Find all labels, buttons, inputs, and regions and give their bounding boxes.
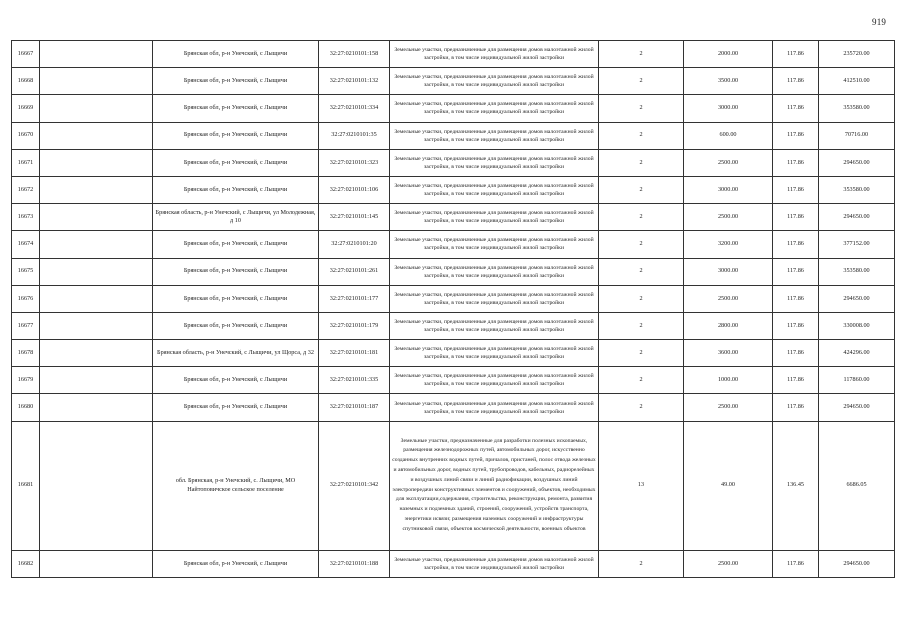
row-number-text: 16669: [17, 104, 34, 112]
land-use-description-text: Земельные участки, предназначенные для размещения домов малоэтажной жилой застройки, в том числе индивидуальной жилой застройки: [394, 128, 594, 143]
cadastral-number-cell: [319, 367, 390, 394]
specific-value-cell: [773, 204, 819, 231]
row-number-text: 16672: [17, 185, 34, 193]
specific-value-cell: [773, 95, 819, 122]
land-group-cell: [599, 95, 684, 122]
row-number-cell: [12, 204, 40, 231]
land-use-description-text: Земельные участки, предназначенные для размещения домов малоэтажной жилой застройки, в том числе индивидуальной жилой застройки: [394, 346, 594, 361]
specific-value-text: 117.86: [787, 240, 804, 248]
land-group-text: 2: [639, 104, 643, 112]
address-cell: [153, 231, 319, 258]
cadastral-value-text: 353580.00: [843, 267, 870, 275]
land-group-cell: [599, 394, 684, 421]
land-use-description-text: Земельные участки, предназначенные для размещения домов малоэтажной жилой застройки, в том числе индивидуальной жилой застройки: [394, 155, 594, 170]
address-cell: [153, 258, 319, 285]
empty-cell: [40, 41, 153, 68]
land-use-description-cell: [390, 176, 599, 203]
table-row: [12, 340, 895, 367]
cadastral-value-cell: [819, 258, 895, 285]
cadastral-number-text: 32:27:0210101:145: [329, 213, 379, 221]
area-cell: [684, 68, 773, 95]
area-text: 2800.00: [717, 321, 739, 329]
empty-cell: [40, 258, 153, 285]
cadastral-value-text: 294650.00: [843, 559, 870, 567]
empty-cell: [40, 68, 153, 95]
cadastral-value-cell: [819, 231, 895, 258]
area-cell: [684, 394, 773, 421]
land-use-description-cell: [390, 231, 599, 258]
address-text: Брянская обл, р-н Унечский, с Лыщичи: [183, 559, 288, 567]
row-number-cell: [12, 149, 40, 176]
land-group-cell: [599, 550, 684, 577]
cadastral-value-cell: [819, 394, 895, 421]
row-number-text: 16679: [17, 376, 34, 384]
row-number-cell: [12, 231, 40, 258]
cadastral-value-cell: [819, 340, 895, 367]
land-group-text: 2: [639, 49, 643, 57]
area-cell: [684, 285, 773, 312]
area-cell: [684, 204, 773, 231]
cadastral-number-text: 32:27:0210101:261: [329, 267, 379, 275]
land-group-text: 2: [639, 131, 643, 139]
row-number-text: 16678: [17, 348, 34, 356]
area-text: 3200.00: [717, 240, 739, 248]
table-row: [12, 367, 895, 394]
area-cell: [684, 421, 773, 550]
empty-cell: [40, 231, 153, 258]
address-cell: [153, 95, 319, 122]
cadastral-value-text: 353580.00: [843, 104, 870, 112]
table-row: [12, 95, 895, 122]
land-group-text: 2: [639, 213, 643, 221]
cadastral-value-cell: [819, 41, 895, 68]
table-row: [12, 41, 895, 68]
cadastral-number-text: 32:27:0210101:106: [329, 185, 379, 193]
table-row: [12, 68, 895, 95]
address-cell: [153, 68, 319, 95]
cadastral-value-text: 412510.00: [843, 77, 870, 85]
address-text: Брянская обл, р-н Унечский, с Лыщичи: [183, 321, 288, 329]
empty-cell: [40, 312, 153, 339]
land-use-description-text: Земельные участки, предназначенные для размещения домов малоэтажной жилой застройки, в том числе индивидуальной жилой застройки: [394, 210, 594, 225]
cadastral-value-cell: [819, 176, 895, 203]
land-group-cell: [599, 176, 684, 203]
land-group-text: 2: [639, 240, 643, 248]
cadastral-value-text: 377152.00: [843, 240, 870, 248]
row-number-text: 16668: [17, 77, 34, 85]
cadastral-number-text: 32:27:0210101:335: [329, 376, 379, 384]
address-text: Брянская обл, р-н Унечский, с Лыщичи: [183, 294, 288, 302]
cadastral-value-text: 330008.00: [843, 321, 870, 329]
address-cell: [153, 394, 319, 421]
land-use-description-cell: [390, 122, 599, 149]
row-number-text: 16675: [17, 267, 34, 275]
area-text: 3600.00: [717, 348, 739, 356]
land-group-text: 2: [639, 294, 643, 302]
specific-value-text: 117.86: [787, 321, 804, 329]
specific-value-cell: [773, 394, 819, 421]
area-text: 600.00: [719, 131, 737, 139]
land-group-text: 2: [639, 348, 643, 356]
cadastral-value-text: 424296.00: [843, 348, 870, 356]
land-use-description-text: Земельные участки, предназначенные для размещения домов малоэтажной жилой застройки, в том числе индивидуальной жилой застройки: [394, 47, 594, 62]
cadastral-number-cell: [319, 231, 390, 258]
specific-value-text: 117.86: [787, 185, 804, 193]
land-use-description-cell: [390, 204, 599, 231]
row-number-text: 16667: [17, 49, 34, 57]
land-group-cell: [599, 68, 684, 95]
specific-value-text: 117.86: [787, 403, 804, 411]
cadastral-number-cell: [319, 122, 390, 149]
table-row: [12, 122, 895, 149]
table-row: [12, 285, 895, 312]
empty-cell: [40, 122, 153, 149]
table-row: [12, 312, 895, 339]
table-row: [12, 258, 895, 285]
land-use-description-text: Земельные участки, предназначенные для размещения домов малоэтажной жилой застройки, в том числе индивидуальной жилой застройки: [394, 237, 594, 252]
land-use-description-cell: [390, 285, 599, 312]
empty-cell: [40, 340, 153, 367]
specific-value-text: 117.86: [787, 294, 804, 302]
area-text: 3000.00: [717, 185, 739, 193]
specific-value-cell: [773, 340, 819, 367]
row-number-cell: [12, 421, 40, 550]
cadastral-value-cell: [819, 550, 895, 577]
address-cell: [153, 204, 319, 231]
row-number-text: 16680: [17, 403, 34, 411]
land-use-description-text: Земельные участки, предназначенные для размещения домов малоэтажной жилой застройки, в том числе индивидуальной жилой застройки: [394, 373, 594, 388]
land-group-cell: [599, 149, 684, 176]
cadastral-value-text: 6686.05: [846, 481, 867, 489]
cadastral-value-text: 117860.00: [843, 376, 870, 384]
land-use-description-cell: [390, 68, 599, 95]
specific-value-cell: [773, 367, 819, 394]
land-use-description-cell: [390, 367, 599, 394]
address-text: Брянская область, р-н Унечский, с Лыщичи, ул Щорса, д 32: [157, 348, 314, 356]
land-group-text: 2: [639, 559, 643, 567]
specific-value-cell: [773, 122, 819, 149]
cadastral-number-text: 32:27:0210101:177: [329, 294, 379, 302]
row-number-cell: [12, 176, 40, 203]
cadastral-value-text: 70716.00: [844, 131, 869, 139]
address-cell: [153, 340, 319, 367]
land-use-description-cell: [390, 258, 599, 285]
address-cell: [153, 367, 319, 394]
land-group-cell: [599, 285, 684, 312]
row-number-cell: [12, 285, 40, 312]
row-number-cell: [12, 95, 40, 122]
address-cell: [153, 312, 319, 339]
specific-value-cell: [773, 176, 819, 203]
cadastral-number-cell: [319, 340, 390, 367]
cadastral-value-text: 294650.00: [843, 294, 870, 302]
area-text: 3500.00: [717, 77, 739, 85]
land-use-description-text: Земельные участки, предназначенные для размещения домов малоэтажной жилой застройки, в том числе индивидуальной жилой застройки: [394, 74, 594, 89]
land-group-text: 2: [639, 376, 643, 384]
area-cell: [684, 41, 773, 68]
row-number-cell: [12, 340, 40, 367]
table-row: [12, 394, 895, 421]
area-text: 2500.00: [717, 403, 739, 411]
land-group-text: 2: [639, 185, 643, 193]
land-use-description-text: Земельные участки, предназначенные для размещения домов малоэтажной жилой застройки, в том числе индивидуальной жилой застройки: [394, 183, 594, 198]
specific-value-text: 117.86: [787, 213, 804, 221]
cadastral-number-cell: [319, 258, 390, 285]
area-cell: [684, 122, 773, 149]
cadastral-number-cell: [319, 421, 390, 550]
land-group-text: 13: [637, 481, 645, 489]
empty-cell: [40, 421, 153, 550]
specific-value-cell: [773, 258, 819, 285]
land-group-text: 2: [639, 321, 643, 329]
specific-value-text: 117.86: [787, 158, 804, 166]
row-number-text: 16673: [17, 213, 34, 221]
specific-value-text: 117.86: [787, 104, 804, 112]
cadastral-number-text: 32:27:0210101:179: [329, 321, 379, 329]
area-text: 2500.00: [717, 559, 739, 567]
land-group-cell: [599, 231, 684, 258]
area-text: 3000.00: [717, 104, 739, 112]
address-text: Брянская обл, р-н Унечский, с Лыщичи: [183, 77, 288, 85]
area-cell: [684, 312, 773, 339]
row-number-text: 16674: [17, 240, 34, 248]
cadastral-number-text: 32:27:0210101:187: [329, 403, 379, 411]
specific-value-text: 117.86: [787, 376, 804, 384]
address-text: Брянская обл, р-н Унечский, с Лыщичи: [183, 240, 288, 248]
cadastral-number-text: 32:27:0210101:158: [329, 49, 379, 57]
cadastral-value-cell: [819, 421, 895, 550]
row-number-text: 16676: [17, 294, 34, 302]
specific-value-cell: [773, 285, 819, 312]
cadastral-number-cell: [319, 176, 390, 203]
area-text: 2500.00: [717, 213, 739, 221]
area-cell: [684, 176, 773, 203]
land-use-description-cell: [390, 149, 599, 176]
area-cell: [684, 340, 773, 367]
land-group-text: 2: [639, 77, 643, 85]
row-number-cell: [12, 41, 40, 68]
land-group-cell: [599, 421, 684, 550]
empty-cell: [40, 285, 153, 312]
land-use-description-cell: [390, 95, 599, 122]
address-text: Брянская обл, р-н Унечский, с Лыщичи: [183, 403, 288, 411]
table-row: [12, 176, 895, 203]
table-row: [12, 550, 895, 577]
cadastral-value-cell: [819, 312, 895, 339]
cadastral-number-text: 32:27:0210101:132: [329, 77, 379, 85]
cadastral-number-cell: [319, 394, 390, 421]
cadastral-value-text: 294650.00: [843, 403, 870, 411]
specific-value-cell: [773, 550, 819, 577]
address-text: Брянская обл, р-н Унечский, с Лыщичи: [183, 376, 288, 384]
specific-value-cell: [773, 421, 819, 550]
page-number: 919: [872, 17, 887, 27]
cadastral-number-text: 32:27:0210101:188: [329, 559, 379, 567]
empty-cell: [40, 95, 153, 122]
specific-value-text: 117.86: [787, 348, 804, 356]
table-row: [12, 421, 895, 550]
cadastral-number-text: 32:27:0210101:35: [331, 131, 377, 139]
address-text: Брянская обл, р-н Унечский, с Лыщичи: [183, 49, 288, 57]
land-use-description-text: Земельные участки, предназначенные для размещения домов малоэтажной жилой застройки, в том числе индивидуальной жилой застройки: [394, 318, 594, 333]
land-use-description-cell: [390, 312, 599, 339]
cadastral-value-text: 294650.00: [843, 213, 870, 221]
table-row: [12, 204, 895, 231]
address-cell: [153, 285, 319, 312]
area-text: 49.00: [721, 481, 735, 489]
address-cell: [153, 122, 319, 149]
cadastral-number-cell: [319, 550, 390, 577]
address-text: Брянская область, р-н Унечский, с Лыщичи, ул Молодежная, д 10: [155, 208, 316, 225]
row-number-text: 16682: [17, 559, 34, 567]
cadastral-number-cell: [319, 41, 390, 68]
address-cell: [153, 421, 319, 550]
address-text: обл. Брянская, р-н Унечский, с. Лыщичи, МО Найтоповичское сельское поселение: [175, 477, 296, 493]
area-text: 2000.00: [717, 49, 739, 57]
cadastral-number-cell: [319, 204, 390, 231]
row-number-text: 16681: [17, 481, 34, 489]
empty-cell: [40, 394, 153, 421]
area-cell: [684, 550, 773, 577]
empty-cell: [40, 204, 153, 231]
specific-value-cell: [773, 149, 819, 176]
row-number-text: 16670: [17, 131, 34, 139]
area-cell: [684, 95, 773, 122]
cadastral-value-text: 353580.00: [843, 185, 870, 193]
row-number-cell: [12, 122, 40, 149]
specific-value-cell: [773, 231, 819, 258]
specific-value-text: 117.86: [787, 49, 804, 57]
area-text: 2500.00: [717, 158, 739, 166]
cadastral-value-text: 294650.00: [843, 158, 870, 166]
cadastral-value-cell: [819, 68, 895, 95]
row-number-cell: [12, 68, 40, 95]
land-group-cell: [599, 340, 684, 367]
row-number-text: 16671: [17, 158, 34, 166]
table-row: [12, 149, 895, 176]
land-group-cell: [599, 122, 684, 149]
cadastral-value-cell: [819, 149, 895, 176]
address-cell: [153, 550, 319, 577]
land-group-text: 2: [639, 158, 643, 166]
specific-value-cell: [773, 312, 819, 339]
land-group-cell: [599, 367, 684, 394]
land-group-cell: [599, 41, 684, 68]
land-use-description-text: Земельные участки, предназначенные для размещения домов малоэтажной жилой застройки, в том числе индивидуальной жилой застройки: [394, 264, 594, 279]
area-text: 2500.00: [717, 294, 739, 302]
cadastral-number-cell: [319, 149, 390, 176]
area-text: 1000.00: [717, 376, 739, 384]
table-row: [12, 231, 895, 258]
land-use-description-text: Земельные участки, предназначенные для размещения домов малоэтажной жилой застройки, в том числе индивидуальной жилой застройки: [394, 291, 594, 306]
land-group-cell: [599, 312, 684, 339]
specific-value-text: 117.86: [787, 559, 804, 567]
cadastral-value-cell: [819, 285, 895, 312]
row-number-text: 16677: [17, 321, 34, 329]
address-text: Брянская обл, р-н Унечский, с Лыщичи: [183, 158, 288, 166]
address-text: Брянская обл, р-н Унечский, с Лыщичи: [183, 104, 288, 112]
empty-cell: [40, 149, 153, 176]
land-use-description-text: Земельные участки, предназначенные для размещения домов малоэтажной жилой застройки, в том числе индивидуальной жилой застройки: [394, 101, 594, 116]
row-number-cell: [12, 550, 40, 577]
address-text: Брянская обл, р-н Унечский, с Лыщичи: [183, 185, 288, 193]
empty-cell: [40, 367, 153, 394]
area-cell: [684, 149, 773, 176]
cadastral-value-cell: [819, 367, 895, 394]
land-use-description-cell: [390, 41, 599, 68]
empty-cell: [40, 176, 153, 203]
land-use-description-cell: [390, 394, 599, 421]
row-number-cell: [12, 312, 40, 339]
cadastral-value-cell: [819, 122, 895, 149]
cadastral-number-cell: [319, 285, 390, 312]
specific-value-text: 136.45: [786, 481, 804, 489]
land-use-description-cell: [390, 340, 599, 367]
cadastral-number-cell: [319, 68, 390, 95]
cadastral-number-text: 32:27:0210101:181: [329, 348, 379, 356]
row-number-cell: [12, 394, 40, 421]
specific-value-text: 117.86: [787, 131, 804, 139]
specific-value-text: 117.86: [787, 267, 804, 275]
land-use-description-text: Земельные участки, предназначенные для размещения домов малоэтажной жилой застройки, в том числе индивидуальной жилой застройки: [394, 400, 594, 415]
area-text: 3000.00: [717, 267, 739, 275]
specific-value-cell: [773, 41, 819, 68]
cadastral-number-text: 32:27:0210101:323: [329, 158, 379, 166]
area-cell: [684, 258, 773, 285]
land-group-cell: [599, 204, 684, 231]
specific-value-cell: [773, 68, 819, 95]
land-group-text: 2: [639, 267, 643, 275]
cadastral-value-cell: [819, 204, 895, 231]
row-number-cell: [12, 367, 40, 394]
address-text: Брянская обл, р-н Унечский, с Лыщичи: [183, 131, 288, 139]
table-body: [12, 41, 895, 578]
land-use-description-cell: [390, 550, 599, 577]
land-group-text: 2: [639, 403, 643, 411]
cadastral-number-text: 32:27:0210101:334: [329, 104, 379, 112]
cadastral-registry-table: [11, 40, 895, 578]
row-number-cell: [12, 258, 40, 285]
specific-value-text: 117.86: [787, 77, 804, 85]
address-cell: [153, 176, 319, 203]
cadastral-number-cell: [319, 312, 390, 339]
address-cell: [153, 149, 319, 176]
cadastral-value-text: 235720.00: [843, 49, 870, 57]
cadastral-number-cell: [319, 95, 390, 122]
land-group-cell: [599, 258, 684, 285]
empty-cell: [40, 550, 153, 577]
cadastral-number-text: 32:27:0210101:20: [331, 240, 377, 248]
land-use-description-cell: [390, 421, 599, 550]
land-use-description-text: Земельные участки, предназначенные для разработки полезных ископаемых, размещения железнодорожных путей, автомобильных дорог, искусственно созданных внутренних водных путей, причалов, пристаней, полос отвода железных и автомобильных дорог, водных путей, трубопроводов, кабельных, радиорелейных и воздушных линий связи и линий радиофикации, воздушных линий электропередачи конструктивных элементов и сооружений, объектов, необходимых для эксплуатации,содержания, строительства, реконструкции, ремонта, развития наземных и подземных зданий, строений, сооружений, устройств транспорта, энергетики исвязи; размещения наземных сооружений и инфраструктуры спутниковой связи, объектов космической деятельности, военных объектов: [392, 437, 596, 532]
cadastral-number-text: 32:27:0210101:342: [329, 481, 379, 489]
cadastral-value-cell: [819, 95, 895, 122]
area-cell: [684, 231, 773, 258]
address-cell: [153, 41, 319, 68]
area-cell: [684, 367, 773, 394]
address-text: Брянская обл, р-н Унечский, с Лыщичи: [183, 267, 288, 275]
land-use-description-text: Земельные участки, предназначенные для размещения домов малоэтажной жилой застройки, в том числе индивидуальной жилой застройки: [394, 556, 594, 571]
